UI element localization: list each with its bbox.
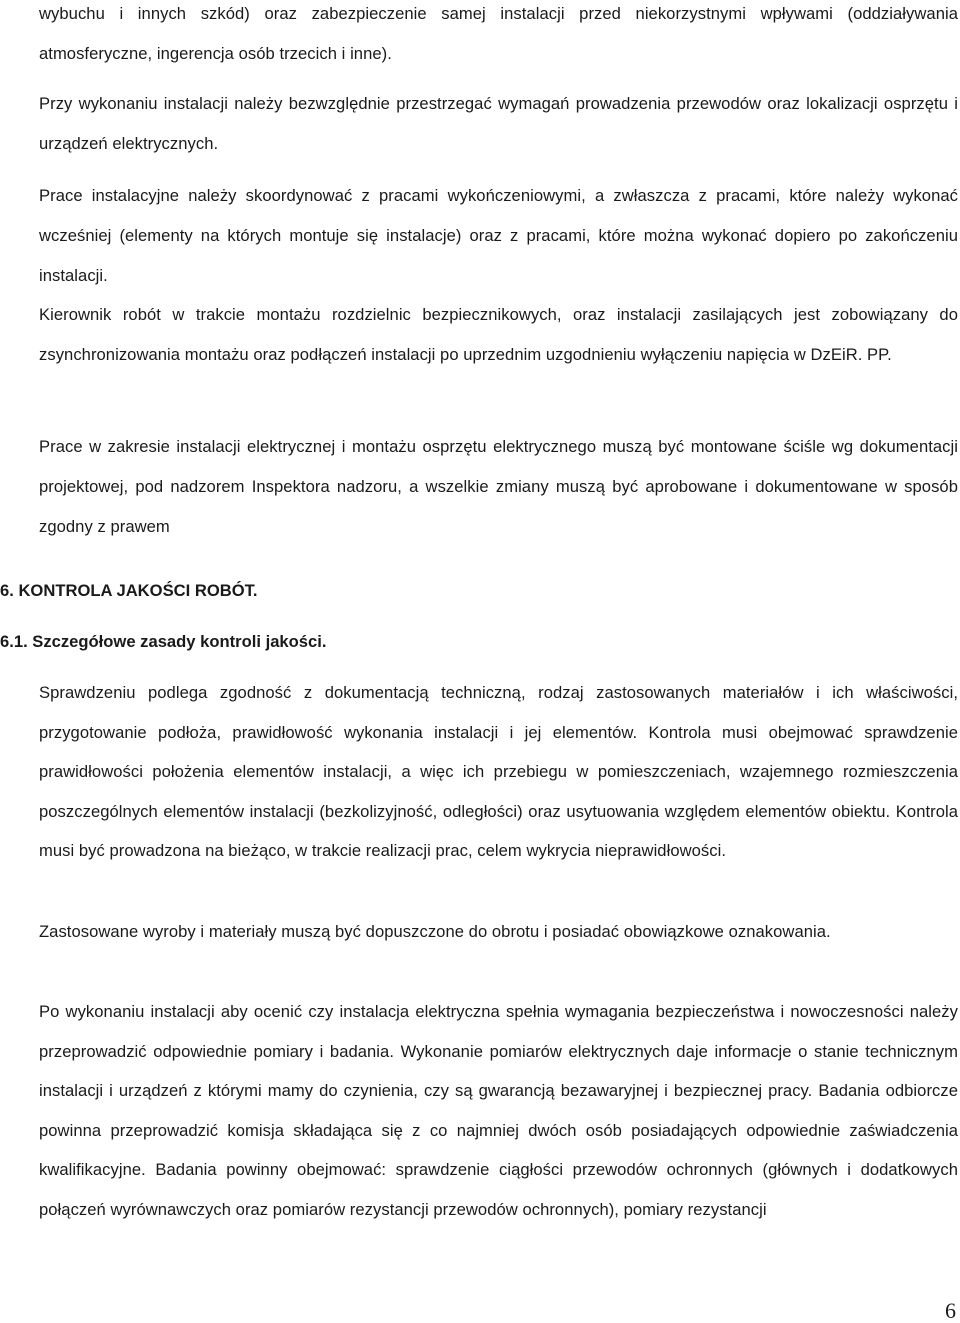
paragraph-inspection-scope: Sprawdzeniu podlega zgodność z dokumentacją techniczną, rodzaj zastosowanych materiałów i ich właściwości, przygotowanie podłoża, prawidłowość wykonania instalacji i jej elementów. Kontrola musi obejmować sprawdzenie prawidłowości położenia elementów instalacji, a więc ich przebiegu w pomieszczeniach, wzajemnego rozmieszczenia poszczególnych elementów instalacji (bezkolizyjność, odległości) oraz usytuowania względem elementów obiektu. Kontrola musi być prowadzona na bieżąco, w trakcie realizacji prac, celem wykrycia nieprawidłowości. bbox=[39, 683, 958, 860]
paragraph-documentation: Prace w zakresie instalacji elektrycznej i montażu osprzętu elektrycznego muszą być montowane ściśle wg dokumentacji projektowej, pod nadzorem Inspektora nadzoru, a wszelkie zmiany muszą być aprobowane i dokumentowane w sposób zgodny z prawem bbox=[39, 437, 958, 536]
subsection-heading: 6.1. Szczegółowe zasady kontroli jakości. bbox=[0, 632, 327, 651]
paragraph-wiring-requirements: Przy wykonaniu instalacji należy bezwzględnie przestrzegać wymagań prowadzenia przewodów oraz lokalizacji osprzętu i urządzeń elektrycznych. bbox=[39, 94, 958, 153]
paragraph-measurements: Po wykonaniu instalacji aby ocenić czy instalacja elektryczna spełnia wymagania bezpieczeństwa i nowoczesności należy przeprowadzić odpowiednie pomiary i badania. Wykonanie pomiarów elektrycznych daje informacje o stanie technicznym instalacji i urządzeń z którymi mamy do czynienia, czy są gwarancją bezawaryjnej i bezpiecznej pracy. Badania odbiorcze powinna przeprowadzić komisja składająca się z co najmniej dwóch osób posiadających odpowiednie zaświadczenia kwalifikacyjne. Badania powinny obejmować: sprawdzenie ciągłości przewodów ochronnych (głównych i dodatkowych połączeń wyrównawczych oraz pomiarów rezystancji przewodów ochronnych), pomiary rezystancji bbox=[39, 1002, 958, 1219]
section-heading: 6. KONTROLA JAKOŚCI ROBÓT. bbox=[0, 581, 258, 600]
paragraph-coordination: Prace instalacyjne należy skoordynować z pracami wykończeniowymi, a zwłaszcza z pracami, które należy wykonać wcześniej (elementy na których montuje się instalacje) oraz z pracami, które można wykonać dopiero po zakończeniu instalacji. bbox=[39, 186, 958, 285]
page-number: 6 bbox=[945, 1298, 956, 1323]
paragraph-protection: wybuchu i innych szkód) oraz zabezpieczenie samej instalacji przed niekorzystnymi wpływami (oddziaływania atmosferyczne, ingerencja osób trzecich i inne). bbox=[39, 4, 958, 63]
paragraph-site-manager: Kierownik robót w trakcie montażu rozdzielnic bezpiecznikowych, oraz instalacji zasilających jest zobowiązany do zsynchronizowania montażu oraz podłączeń instalacji po uprzednim uzgodnieniu wyłączeniu napięcia w DzEiR. PP. bbox=[39, 305, 958, 364]
paragraph-approved-materials: Zastosowane wyroby i materiały muszą być dopuszczone do obrotu i posiadać obowiązkowe oznakowania. bbox=[39, 922, 831, 941]
